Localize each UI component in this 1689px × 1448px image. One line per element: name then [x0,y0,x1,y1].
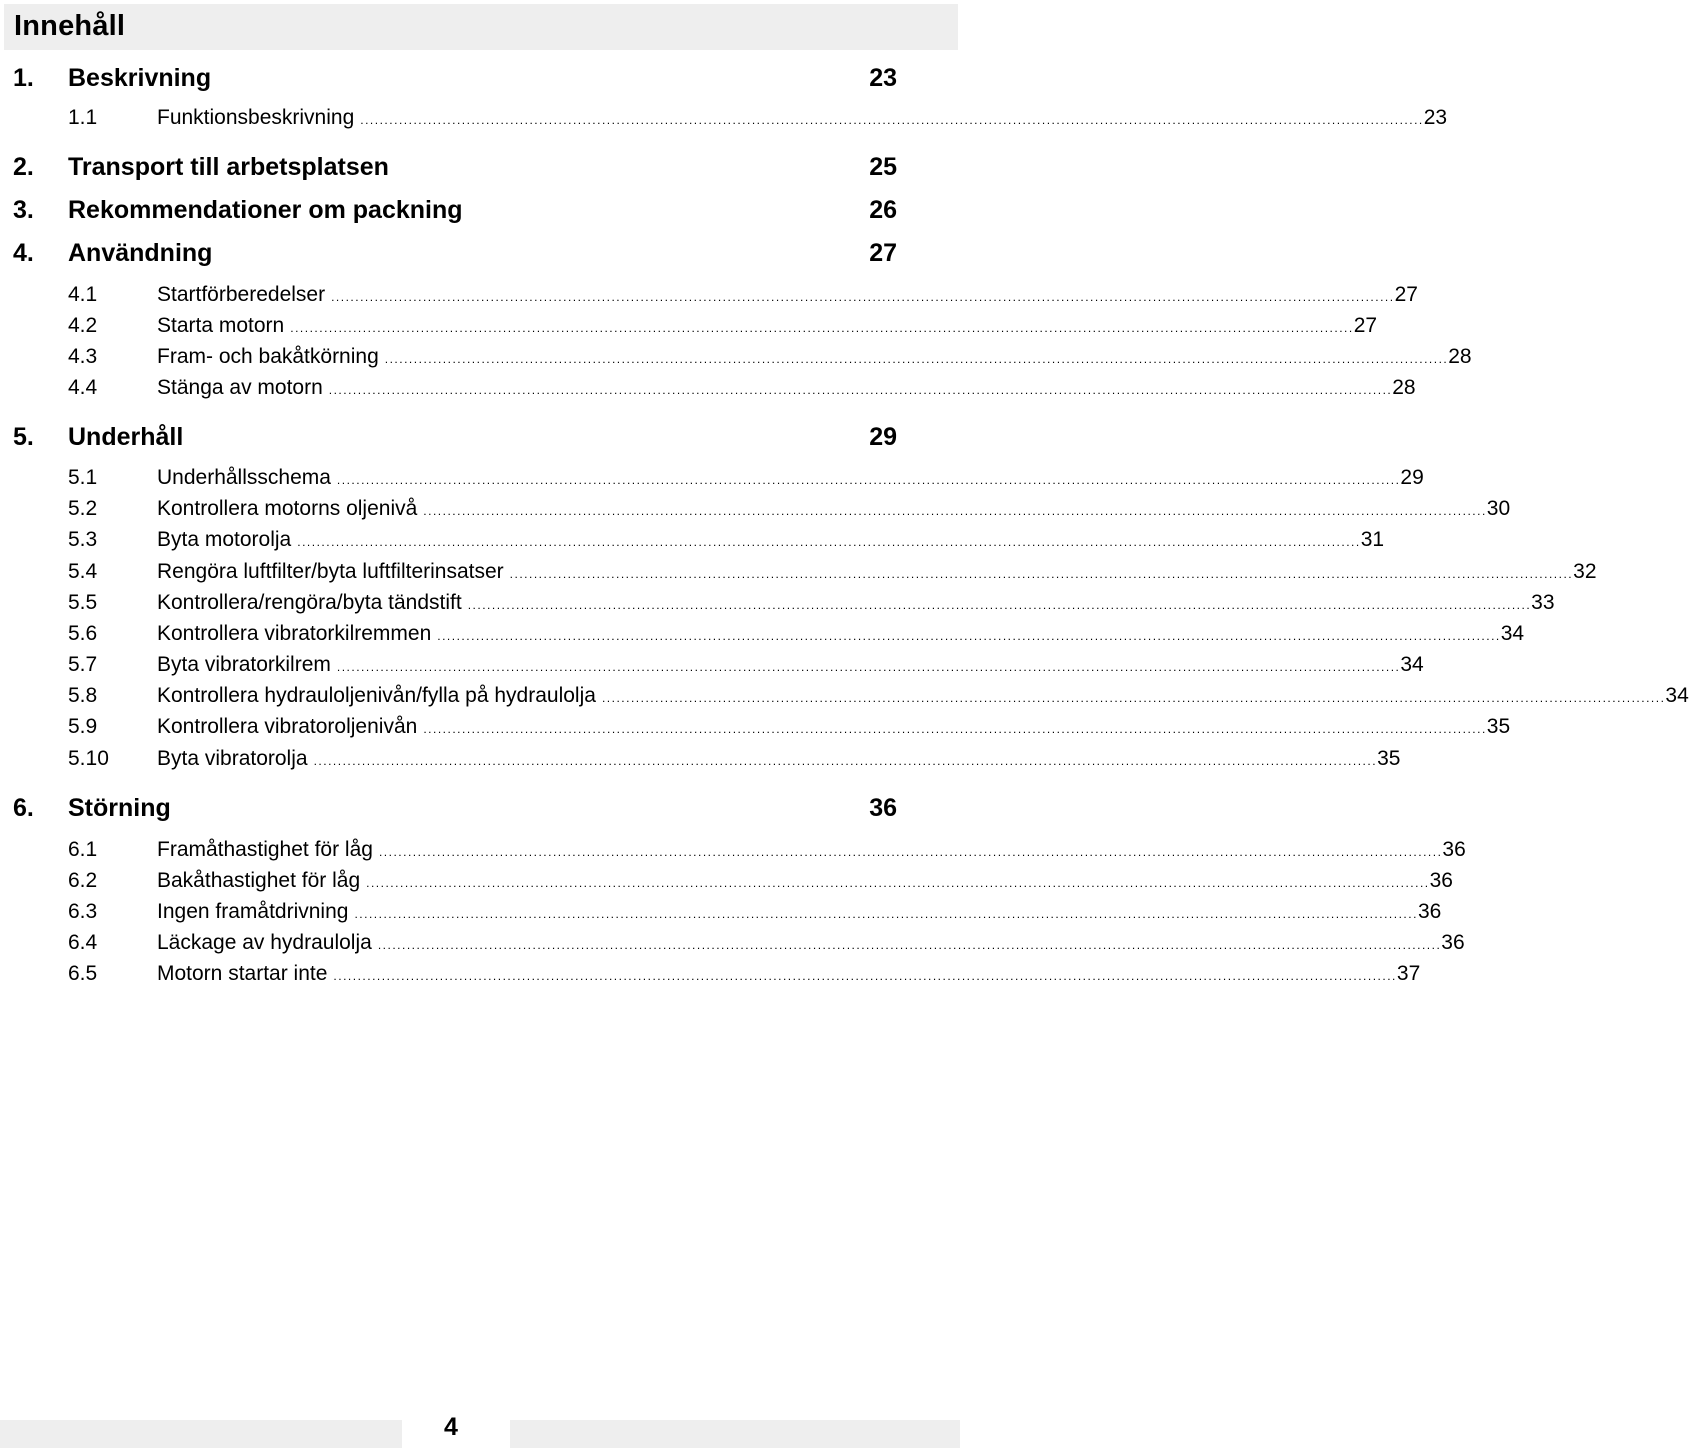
toc-section[interactable] [0,962,1421,988]
dot-leader: ............................................................................................................................................................................................................................ [601,691,1666,705]
section-number: 5.7 [68,653,98,676]
dot-leader: ............................................................................................................................................................................................................................ [328,383,1393,397]
footer-bar-left [0,1420,402,1448]
toc-section[interactable] [0,715,1511,741]
section-page: 35 [1377,747,1401,770]
dot-leader: ............................................................................................................................................................................................................................ [331,290,1395,304]
section-number: 5.3 [68,528,98,551]
chapter-title: Störning [68,794,171,822]
toc-section[interactable] [0,591,1555,617]
section-number: 6.2 [68,869,98,892]
chapter-title: Beskrivning [68,64,212,92]
section-number: 5.2 [68,497,98,520]
section-number: 5.9 [68,715,98,738]
section-title: Framåthastighet för låg [157,838,373,861]
dot-leader: ............................................................................................................................................................................................................................ [336,473,1401,487]
section-entry [157,560,1597,584]
section-entry [157,106,1448,130]
section-number: 5.8 [68,684,98,707]
section-number: 4.4 [68,376,98,399]
chapter-number: 5. [13,423,34,451]
toc-section[interactable] [0,466,1424,492]
section-number: 5.5 [68,591,98,614]
section-title: Fram- och bakåtkörning [157,345,379,368]
footer-bar-right [510,1420,960,1448]
toc-section[interactable] [0,497,1511,523]
section-title: Kontrollera vibratorkilremmen [157,622,432,645]
section-number: 6.3 [68,900,98,923]
dot-leader: ............................................................................................................................................................................................................................ [336,660,1401,674]
chapter-title: Användning [68,239,213,267]
section-page: 36 [1442,838,1466,861]
section-number: 4.2 [68,314,98,337]
section-entry [157,528,1385,552]
dot-leader: ............................................................................................................................................................................................................................ [378,845,1443,859]
section-page: 35 [1486,715,1511,738]
chapter-number: 1. [13,64,34,92]
section-page: 34 [1500,622,1525,645]
chapter-page: 25 [869,153,897,181]
section-number: 6.4 [68,931,98,954]
toc-section[interactable] [0,653,1424,679]
section-entry [157,497,1511,521]
section-page: 31 [1360,528,1385,551]
chapter-page: 29 [869,423,897,451]
section-page: 34 [1400,653,1424,676]
chapter-page: 36 [869,794,897,822]
section-number: 5.10 [68,747,109,770]
chapter-page: 23 [869,64,897,92]
toc-chapter[interactable] [0,794,960,824]
toc-section[interactable] [0,345,1472,371]
toc-section[interactable] [0,314,1378,340]
chapter-title: Transport till arbetsplatsen [68,153,389,181]
section-number: 5.1 [68,466,98,489]
section-entry [157,345,1472,369]
section-title: Ingen framåtdrivning [157,900,349,923]
section-number: 6.5 [68,962,98,985]
chapter-page: 27 [869,239,897,267]
chapter-title: Underhåll [68,423,184,451]
dot-leader: ............................................................................................................................................................................................................................ [297,535,1361,549]
section-page: 27 [1394,283,1418,306]
toc-section[interactable] [0,106,1448,132]
toc-section[interactable] [0,376,1416,402]
section-entry [157,684,1689,708]
toc-section[interactable] [0,622,1525,648]
toc-section[interactable] [0,838,1466,864]
section-title: Starta motorn [157,314,285,337]
section-title: Startförberedelser [157,283,326,306]
section-page: 32 [1573,560,1597,583]
section-entry [157,900,1442,924]
section-entry [157,715,1511,739]
toc-section[interactable] [0,900,1442,926]
page-number: 4 [444,1413,458,1441]
section-number: 4.1 [68,283,98,306]
section-page: 36 [1441,931,1465,954]
section-entry [157,747,1401,771]
chapter-number: 2. [13,153,34,181]
section-number: 6.1 [68,838,98,861]
section-page: 28 [1392,376,1416,399]
section-title: Kontrollera hydrauloljenivån/fylla på hydraulolja [157,684,596,707]
section-title: Motorn startar inte [157,962,328,985]
dot-leader: ............................................................................................................................................................................................................................ [354,907,1418,921]
chapter-number: 4. [13,239,34,267]
section-page: 29 [1400,466,1424,489]
toc-chapter[interactable] [0,153,960,183]
section-title: Läckage av hydraulolja [157,931,372,954]
toc-section[interactable] [0,528,1385,554]
dot-leader: ............................................................................................................................................................................................................................ [509,567,1574,581]
toc-chapter[interactable] [0,196,960,226]
section-title: Byta vibratorolja [157,747,308,770]
section-page: 27 [1353,314,1378,337]
dot-leader: ............................................................................................................................................................................................................................ [467,598,1532,612]
section-page: 30 [1486,497,1511,520]
section-entry [157,653,1424,677]
section-entry [157,283,1418,307]
section-page: 36 [1429,869,1453,892]
dot-leader: ............................................................................................................................................................................................................................ [377,938,1442,952]
section-entry [157,931,1465,955]
title-bar [4,4,958,50]
chapter-number: 6. [13,794,34,822]
toc-section[interactable] [0,560,1597,586]
toc-section[interactable] [0,747,1401,773]
chapter-number: 3. [13,196,34,224]
dot-leader: ............................................................................................................................................................................................................................ [290,321,1354,335]
section-title: Kontrollera motorns oljenivå [157,497,418,520]
section-title: Funktionsbeskrivning [157,106,355,129]
toc-section[interactable] [0,931,1465,957]
section-entry [157,622,1525,646]
toc-section[interactable] [0,684,1689,710]
section-entry [157,466,1424,490]
dot-leader: ............................................................................................................................................................................................................................ [360,113,1424,127]
dot-leader: ............................................................................................................................................................................................................................ [437,629,1501,643]
section-title: Kontrollera/rengöra/byta tändstift [157,591,462,614]
dot-leader: ............................................................................................................................................................................................................................ [423,504,1487,518]
dot-leader: ............................................................................................................................................................................................................................ [313,754,1378,768]
section-title: Rengöra luftfilter/byta luftfilterinsatser [157,560,504,583]
toc-section[interactable] [0,283,1418,309]
section-entry [157,376,1416,400]
page-title: Innehåll [14,10,126,42]
section-number: 4.3 [68,345,98,368]
section-title: Bakåthastighet för låg [157,869,361,892]
section-title: Underhållsschema [157,466,331,489]
dot-leader: ............................................................................................................................................................................................................................ [366,876,1430,890]
section-title: Byta vibratorkilrem [157,653,331,676]
section-number: 1.1 [68,106,98,129]
section-entry [157,838,1466,862]
section-page: 33 [1531,591,1555,614]
toc-chapter[interactable] [0,239,960,269]
section-entry [157,962,1421,986]
section-page: 23 [1423,106,1448,129]
section-entry [157,591,1555,615]
section-title: Kontrollera vibratoroljenivån [157,715,418,738]
dot-leader: ............................................................................................................................................................................................................................ [333,969,1397,983]
chapter-page: 26 [869,196,897,224]
dot-leader: ............................................................................................................................................................................................................................ [423,722,1487,736]
section-page: 37 [1396,962,1421,985]
toc-chapter[interactable] [0,423,960,453]
section-number: 5.4 [68,560,98,583]
toc-section[interactable] [0,869,1453,895]
chapter-title: Rekommendationer om packning [68,196,463,224]
toc-chapter[interactable] [0,64,960,94]
section-page: 34 [1665,684,1689,707]
section-page: 36 [1417,900,1442,923]
section-entry [157,869,1453,893]
section-title: Byta motorolja [157,528,292,551]
section-title: Stänga av motorn [157,376,323,399]
dot-leader: ............................................................................................................................................................................................................................ [384,352,1449,366]
section-page: 28 [1448,345,1472,368]
section-number: 5.6 [68,622,98,645]
section-entry [157,314,1378,338]
